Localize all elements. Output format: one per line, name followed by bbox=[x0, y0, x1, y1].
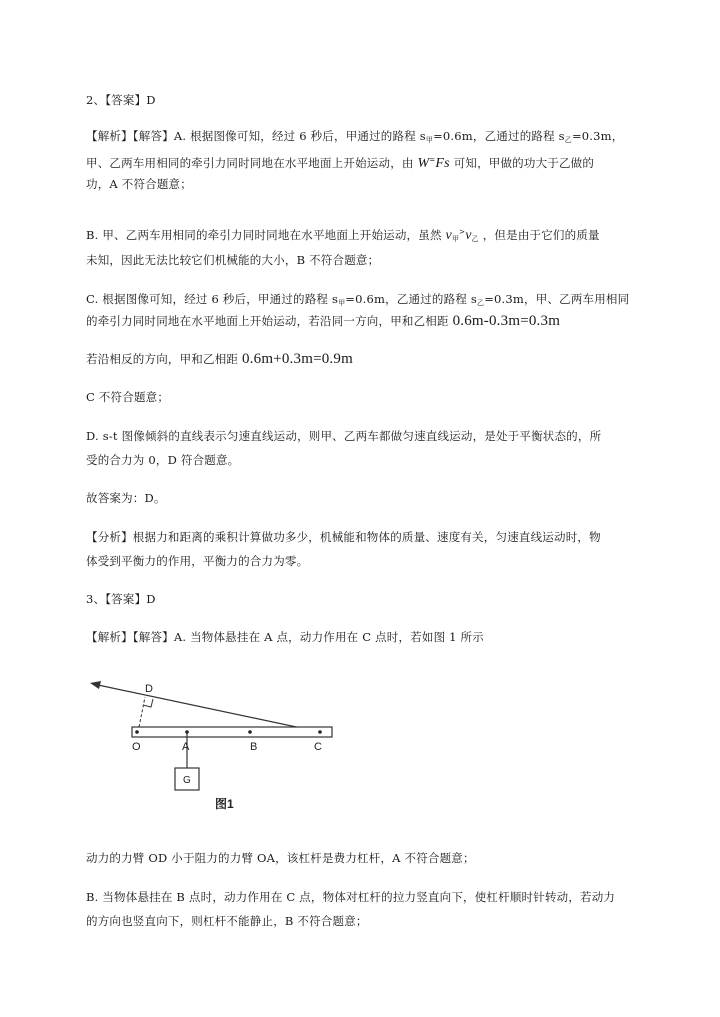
moment-arm-od bbox=[139, 697, 145, 727]
label-o: O bbox=[132, 741, 141, 753]
label-d: D bbox=[145, 683, 153, 695]
q2-formula-equals: = bbox=[429, 156, 436, 164]
q2-p3-line2 bbox=[86, 313, 560, 329]
q2-p1-line2 bbox=[86, 152, 594, 172]
point-c bbox=[318, 730, 322, 734]
point-o bbox=[135, 730, 139, 734]
q3-after-figure: 动力的力臂 OD 小于阻力的力臂 OA，该杠杆是费力杠杆，A 不符合题意； bbox=[86, 851, 475, 865]
q3-answer-header: 3、【答案】D bbox=[86, 592, 156, 606]
q2-p1-text-a: 【解析】【解答】A. 根据图像可知，经过 6 秒后，甲通过的路程 s bbox=[86, 129, 426, 143]
q2-analysis-line1: 【分析】根据力和距离的乘积计算做功多少，机械能和物体的质量、速度有关，匀速直线运动时，物 bbox=[86, 530, 601, 544]
figure-caption: 图1 bbox=[215, 797, 234, 811]
q3-pB-line2: 的方向也竖直向下，则杠杆不能静止，B 不符合题意； bbox=[86, 914, 368, 928]
q2-formula-opposite-direction: 0.6m+0.3m=0.9m bbox=[241, 351, 353, 367]
q2-p1-line3: 功，A 不符合题意； bbox=[86, 177, 192, 191]
label-b: B bbox=[250, 741, 258, 753]
q2-p3-text-b: =0.6m，乙通过的路程 s bbox=[345, 292, 477, 306]
q2-p1-sub-yi: 乙 bbox=[564, 136, 572, 144]
q2-p2-l1-end: ，但是由于它们的质量 bbox=[482, 228, 600, 242]
q2-p3-l2-text: 的牵引力同时同地在水平地面上开始运动，若沿同一方向，甲和乙相距 bbox=[86, 314, 449, 328]
q2-v1: v bbox=[445, 228, 452, 243]
q2-p1-sub-jia: 甲 bbox=[425, 136, 434, 144]
q2-formula-W: W bbox=[417, 156, 430, 171]
q2-answer-header: 2、【答案】D bbox=[86, 93, 156, 107]
q2-formula-same-direction: 0.6m-0.3m=0.3m bbox=[452, 313, 561, 329]
q2-p1-l2-end: 可知，甲做的功大于乙做的 bbox=[453, 156, 595, 170]
q2-p3-text-c: =0.3m，甲、乙两车用相同 bbox=[484, 292, 630, 306]
q2-v1-sub: 甲 bbox=[451, 235, 460, 243]
q2-p1-text-b: =0.6m，乙通过的路程 s bbox=[433, 129, 565, 143]
q3-intro: 【解析】【解答】A. 当物体悬挂在 A 点，动力作用在 C 点时，若如图 1 所示 bbox=[86, 630, 484, 644]
q2-p2-line1 bbox=[86, 224, 600, 247]
q2-p3-sub-yi: 乙 bbox=[476, 299, 485, 307]
force-line bbox=[98, 685, 320, 732]
label-g: G bbox=[183, 775, 191, 786]
q2-p3-line1 bbox=[86, 291, 629, 311]
q2-v2: v bbox=[465, 228, 472, 243]
q2-analysis-line2: 体受到平衡力的作用，平衡力的合力为零。 bbox=[86, 554, 309, 568]
q2-p3-line3 bbox=[86, 351, 353, 367]
q2-v2-sub: 乙 bbox=[471, 235, 479, 243]
q2-p1-text-c: =0.3m， bbox=[571, 129, 624, 143]
force-arrowhead bbox=[90, 681, 101, 689]
q2-p2-l1-text: B. 甲、乙两车用相同的牵引力同时同地在水平地面上开始运动，虽然 bbox=[86, 228, 442, 242]
lever-bar bbox=[132, 727, 332, 737]
q2-p2-line2: 未知，因此无法比较它们机械能的大小，B 不符合题意； bbox=[86, 253, 380, 267]
label-c: C bbox=[314, 741, 322, 753]
q2-p3-text-a: C. 根据图像可知，经过 6 秒后，甲通过的路程 s bbox=[86, 292, 339, 306]
q3-pB-line1: B. 当物体悬挂在 B 点时，动力作用在 C 点，物体对杠杆的拉力竖直向下，使杠杆顺时针转动，若动力 bbox=[86, 890, 616, 904]
q2-p3-l3-text: 若沿相反的方向，甲和乙相距 bbox=[86, 352, 239, 366]
q2-p1-line1 bbox=[86, 128, 623, 148]
q2-p1-l2-text: 甲、乙两车用相同的牵引力同时同地在水平地面上开始运动，由 bbox=[86, 156, 414, 170]
q2-p4-line2: 受的合力为 0，D 符合题意。 bbox=[86, 453, 240, 467]
q2-formula-Fs: Fs bbox=[435, 156, 450, 171]
q2-p3-line4: C 不符合题意； bbox=[86, 390, 170, 404]
q2-p4-line1: D. s-t 图像倾斜的直线表示匀速直线运动，则甲、乙两车都做匀速直线运动，是处于平衡状态的，所 bbox=[86, 429, 602, 443]
point-b bbox=[248, 730, 252, 734]
label-a: A bbox=[182, 741, 190, 753]
q2-final-answer: 故答案为：D。 bbox=[86, 491, 166, 505]
q2-p3-sub-jia: 甲 bbox=[338, 299, 346, 307]
q2-v-compare: > bbox=[459, 228, 466, 236]
lever-figure bbox=[84, 672, 344, 817]
